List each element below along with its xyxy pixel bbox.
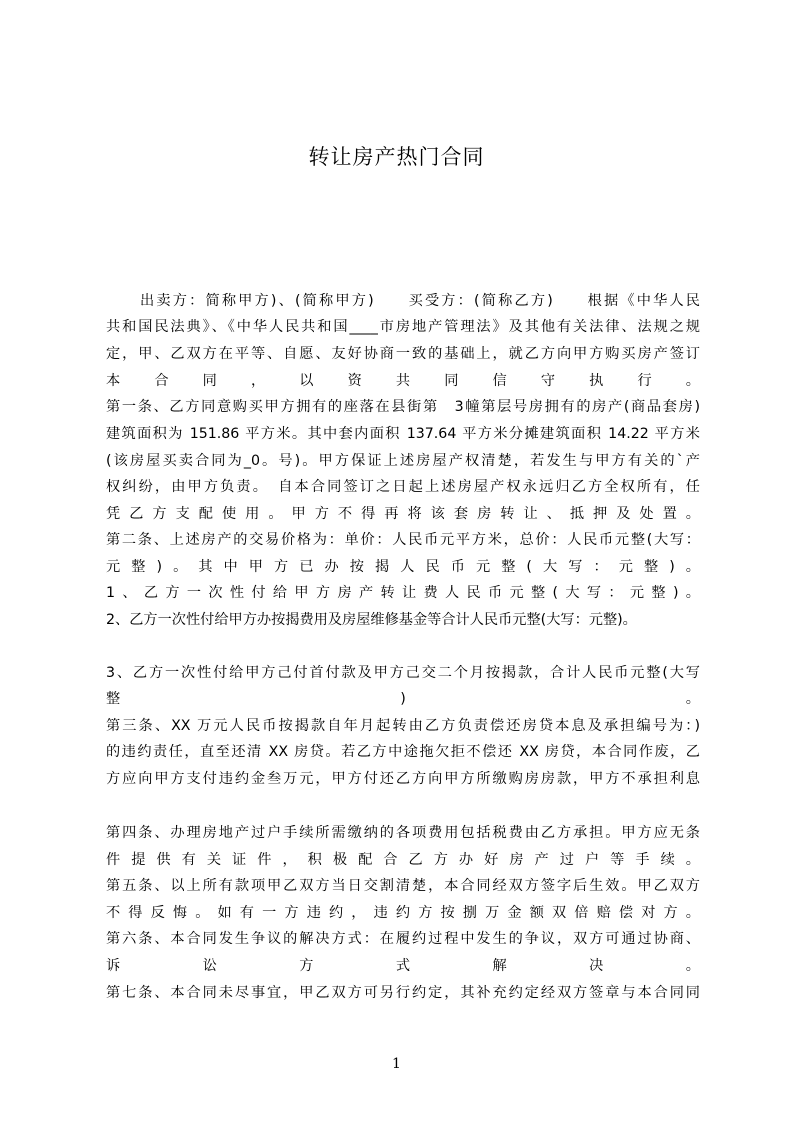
body-line: 建筑面积为 151.86 平方米。其中套内面积 137.64 平方米分摊建筑面积 14.22 平方米: [106, 426, 700, 442]
body-line: 方应向甲方支付违约金叁万元，甲方付还乙方向甲方所缴购房房款，甲方不承担利息: [106, 771, 700, 787]
body-line: 权纠纷，由甲方负责。 自本合同签订之日起上述房屋产权永远归乙方全权所有，任: [106, 479, 700, 495]
body-line: 第四条、办理房地产过户手续所需缴纳的各项费用包括税费由乙方承担。甲方应无条: [106, 825, 700, 841]
body-line: 第一条、乙方同意购买甲方拥有的座落在县街第 3幢第层号房拥有的房产(商品套房): [106, 399, 700, 415]
body-line: 定，甲、乙双方在平等、自愿、友好协商一致的基础上，就乙方向甲方购买房产签订: [106, 346, 700, 362]
document-title: 转让房产热门合同: [308, 145, 485, 169]
body-line: 诉讼方式解决。: [106, 958, 700, 974]
body-line: 2、乙方一次性付给甲方办按揭费用及房屋维修基金等合计人民币元整(大写：元整)。: [106, 612, 637, 628]
body-line: 第二条、上述房产的交易价格为：单价：人民币元平方米，总价：人民币元整(大写：: [106, 532, 700, 548]
body-line: 件提供有关证件，积极配合乙方办好房产过户等手续。: [106, 852, 700, 868]
body-line: 3、乙方一次性付给甲方己付首付款及甲方己交二个月按揭款，合计人民币元整(大写: [106, 665, 700, 681]
body-line: 共和国民法典》、《中华人民共和国____市房地产管理法》及其他有关法律、法规之规: [106, 319, 700, 335]
body-line: 第六条、本合同发生争议的解决方式：在履约过程中发生的争议，双方可通过协商、: [106, 931, 700, 947]
body-line: 第五条、以上所有款项甲乙双方当日交割清楚，本合同经双方签字后生效。甲乙双方: [106, 878, 700, 894]
body-line: 第三条、XX 万元人民币按揭款自年月起转由乙方负责偿还房贷本息及承担编号为：): [106, 718, 700, 734]
body-line: 元整)。其中甲方已办按揭人民币元整(大写：元整)。: [106, 559, 700, 575]
body-line: 凭乙方支配使用。甲方不得再将该套房转让、抵押及处置。: [106, 506, 700, 522]
body-line: 不得反悔。如有一方违约，违约方按捌万金额双倍赔偿对方。: [106, 905, 700, 921]
body-line: 的违约责任，直至还清 XX 房贷。若乙方中途拖欠拒不偿还 XX 房贷，本合同作废，乙: [106, 744, 700, 760]
body-line: 整 ) 。: [106, 691, 700, 707]
body-line: 第七条、本合同未尽事宜，甲乙双方可另行约定，其补充约定经双方签章与本合同同: [106, 985, 700, 1001]
page-number: 1: [392, 1056, 401, 1072]
body-line: (该房屋买卖合同为_0。号)。甲方保证上述房屋产权清楚，若发生与甲方有关的`产: [106, 453, 700, 469]
body-line: 本合同，以资共同信守执行。: [106, 373, 700, 389]
body-line: 出卖方：简称甲方)、(简称甲方) 买受方：(简称乙方) 根据《中华人民: [140, 293, 700, 309]
body-line: 1、乙方一次性付给甲方房产转让费人民币元整(大写：元整)。: [106, 585, 700, 601]
